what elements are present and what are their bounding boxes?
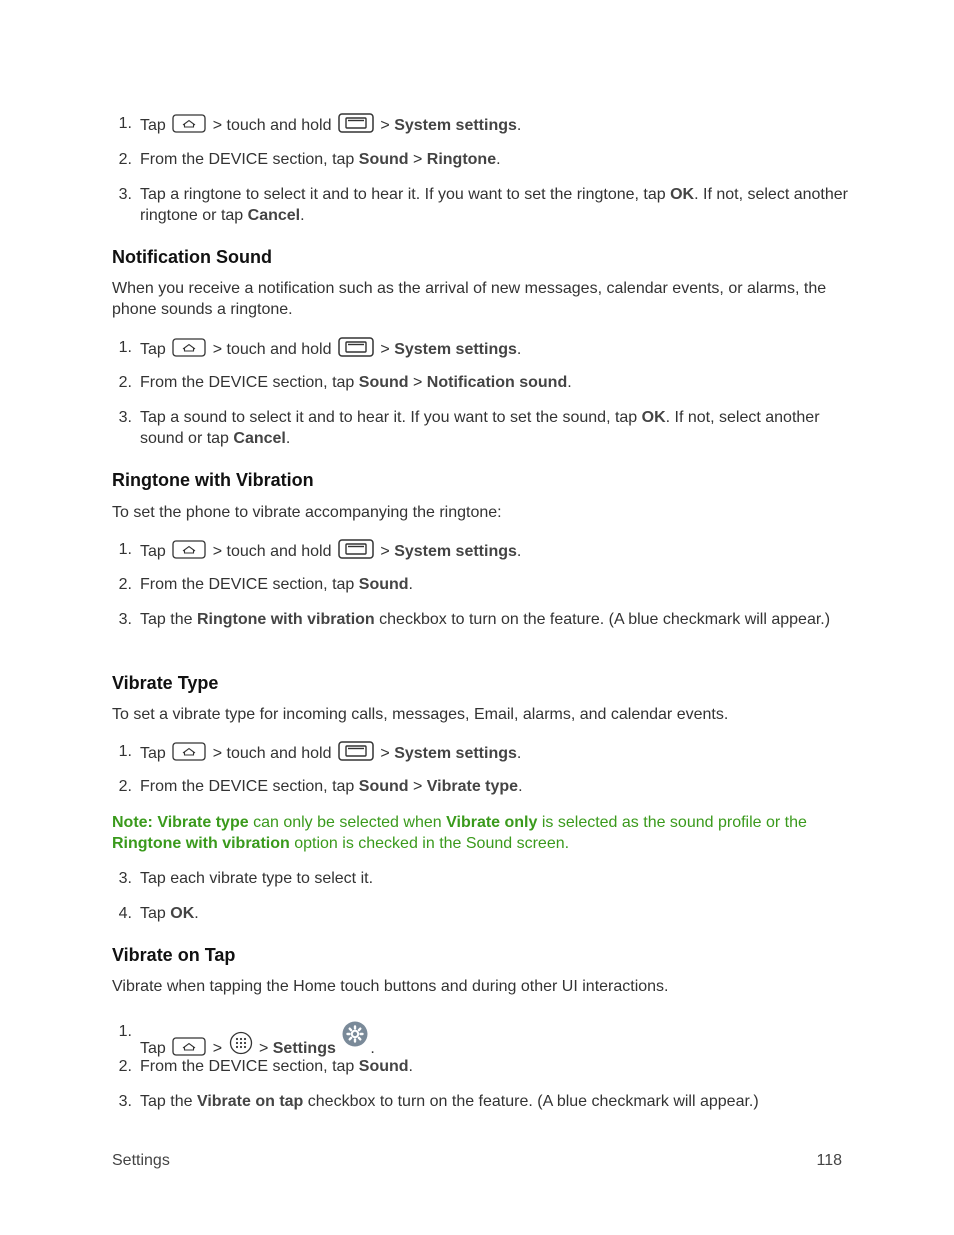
home-key-icon [172,338,206,357]
gear-icon [342,1021,368,1047]
recent-apps-key-icon [338,337,374,357]
home-key-icon [172,540,206,559]
section-heading: Vibrate Type [112,673,219,693]
home-key-icon [172,742,206,761]
recent-apps-key-icon [338,539,374,559]
paragraph: To set the phone to vibrate accompanying the ringtone: [112,504,502,521]
home-key-icon [172,1037,206,1056]
note-callout: Note: Vibrate type can only be selected when Vibrate only is selected as the sound profile or the Ringtone with vibration option is checked in the Sound screen. [112,814,807,852]
section-heading: Vibrate on Tap [112,945,236,965]
apps-grid-icon [229,1031,253,1055]
section-heading: Ringtone with Vibration [112,470,314,490]
home-key-icon [172,114,206,133]
paragraph: When you receive a notification such as the arrival of new messages, calendar events, or alarms, the phone sounds a ringtone. [112,280,827,318]
recent-apps-key-icon [338,113,374,133]
section-heading: Notification Sound [112,247,272,267]
recent-apps-key-icon [338,741,374,761]
page-number: 118 [816,1152,842,1169]
paragraph: To set a vibrate type for incoming calls, messages, Email, alarms, and calendar events. [112,706,729,723]
paragraph: Vibrate when tapping the Home touch buttons and during other UI interactions. [112,978,669,995]
footer-section: Settings [112,1152,170,1169]
